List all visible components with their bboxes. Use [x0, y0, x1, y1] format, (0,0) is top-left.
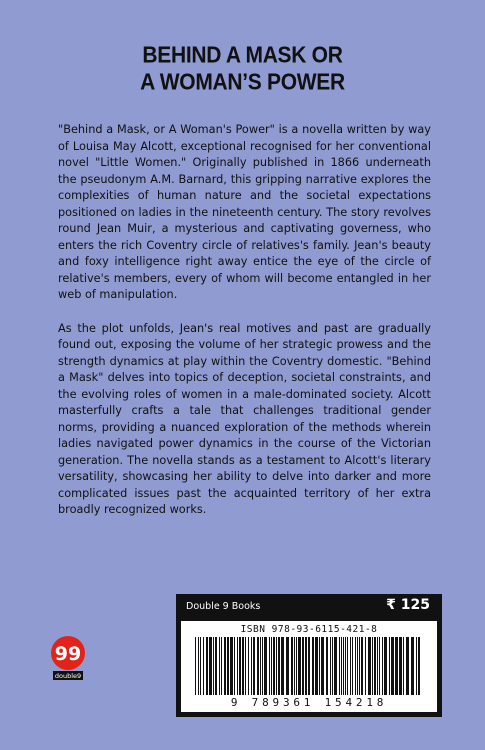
barcode-icon [191, 637, 427, 697]
barcode-bar [257, 637, 259, 695]
barcode-bar [347, 637, 348, 695]
barcode-bar [399, 637, 402, 695]
barcode-bar [198, 637, 199, 695]
barcode-bar [321, 637, 324, 695]
blurb-paragraph-2: As the plot unfolds, Jean's real motives and past are gradually found out, exposing the volume of her strategic prowess and the strength dynamics at play within the Coventry domestic. "Behind a Mask" delves into topics of deception, societal constraints, and the evolving roles of women in a male-dominated society. Alcott masterfully crafts a tale that challenges traditional gender norms, providing a nuanced exploration of the methods wherein ladies navigated power dynamics in the course of the Victorian generation. The novella stands as a testament to Alcott's literary versatility, showcasing her ability to delve into darker and more complicated issues past the acquainted territory of her extra broadly recognized works. [58, 321, 431, 516]
barcode-bar [195, 637, 196, 695]
barcode-bar [224, 637, 226, 695]
barcode-bar [237, 637, 238, 695]
barcode-bar [319, 637, 320, 695]
barcode-bar [359, 637, 360, 695]
publisher-name: Double 9 Books [186, 601, 261, 612]
barcode-bar [416, 637, 417, 695]
barcode-bar [368, 637, 371, 695]
blurb-paragraph-1: "Behind a Mask, or A Woman's Power" is a novella written by way of Louisa May Alcott, exceptional recognised for her conventional novel "Little Women." Originally published in 1866 underneath the pseudonym A.M. Barnard, this gripping narrative explores the complexities of human nature and the societal expectations positioned on ladies in the nineteenth century. The story revolves round Jean Muir, a mysterious and captivating governess, who enters the rich Coventry circle of relatives's family. Jean's beauty and foxy intelligence right away entice the eye of the circle of relative's members, every of whom will become entangled in her web of manipulation. [58, 123, 431, 301]
barcode-bar [302, 637, 304, 695]
barcode-bar [341, 637, 342, 695]
barcode-bar [200, 637, 201, 695]
logo-numeral: 99 [54, 643, 82, 665]
barcode-bar [350, 637, 351, 695]
barcode-bar [345, 637, 346, 695]
barcode-bar [326, 637, 328, 695]
barcode-bar [215, 637, 217, 695]
barcode-bar [206, 637, 208, 695]
price-row [176, 594, 442, 620]
barcode-bar [308, 637, 310, 695]
barcode-bar [382, 637, 383, 695]
barcode-bar [260, 637, 261, 695]
barcode-bar [248, 637, 249, 695]
barcode-bar [305, 637, 307, 695]
barcode-bar [239, 637, 241, 695]
barcode-bar [374, 637, 376, 695]
price-isbn-box [176, 594, 442, 717]
barcode-bar [361, 637, 363, 695]
isbn-label: ISBN 978-93-6115-421-8 [240, 624, 378, 635]
barcode-bar [330, 637, 331, 695]
logo-wordmark: double9 [54, 672, 82, 680]
barcode-bar [264, 637, 267, 695]
publisher-logo [50, 633, 86, 693]
barcode-bar [203, 637, 204, 695]
barcode-bar [357, 637, 358, 695]
barcode-bar [296, 637, 297, 695]
barcode-bar [411, 637, 414, 695]
barcode-bar [339, 637, 340, 695]
barcode-bar [334, 637, 337, 695]
barcode-bar [251, 637, 252, 695]
barcode-bar [377, 637, 378, 695]
barcode-bar [355, 637, 356, 695]
barcode-digits: 9 789361 154218 [230, 696, 388, 709]
barcode-bar [262, 637, 263, 695]
barcode-bar [418, 637, 420, 695]
barcode-bar [343, 637, 344, 695]
barcode-bar [273, 637, 275, 695]
book-title [0, 42, 485, 96]
barcode-panel [181, 621, 437, 712]
barcode-bar [384, 637, 387, 695]
barcode-bar [294, 637, 295, 695]
barcode-bar [352, 637, 353, 695]
barcode-bar [286, 637, 289, 695]
double9-logo-icon [50, 633, 86, 693]
barcode-bar [406, 637, 409, 695]
barcode-bar [365, 637, 366, 695]
barcode-bar [391, 637, 394, 695]
barcode-bar [242, 637, 244, 695]
barcode-bar [312, 637, 314, 695]
title-line-1: BEHIND A MASK OR [142, 43, 343, 68]
barcode-bar [221, 637, 222, 695]
barcode-bar [281, 637, 284, 695]
barcode-bar [278, 637, 280, 695]
barcode-bar [276, 637, 277, 695]
barcode-bar [245, 637, 246, 695]
title-line-2: A WOMAN’S POWER [140, 70, 345, 95]
barcode-bar [379, 637, 380, 695]
barcode-bar [234, 637, 235, 695]
barcode-bar [213, 637, 214, 695]
barcode-bar [395, 637, 398, 695]
barcode-bar [298, 637, 301, 695]
blurb [58, 122, 431, 536]
price: ₹ 125 [386, 597, 430, 613]
barcode-bar [389, 637, 390, 695]
barcode-bar [269, 637, 270, 695]
barcode-bar [403, 637, 404, 695]
barcode-bar [291, 637, 293, 695]
barcode-bar [372, 637, 373, 695]
barcode-bar [227, 637, 229, 695]
barcode-bar [230, 637, 233, 695]
barcode-bar [209, 637, 212, 695]
barcode-bar [315, 637, 318, 695]
barcode-bar [219, 637, 220, 695]
barcode-bar [332, 637, 333, 695]
barcode-bar [271, 637, 272, 695]
barcode-bar [253, 637, 255, 695]
